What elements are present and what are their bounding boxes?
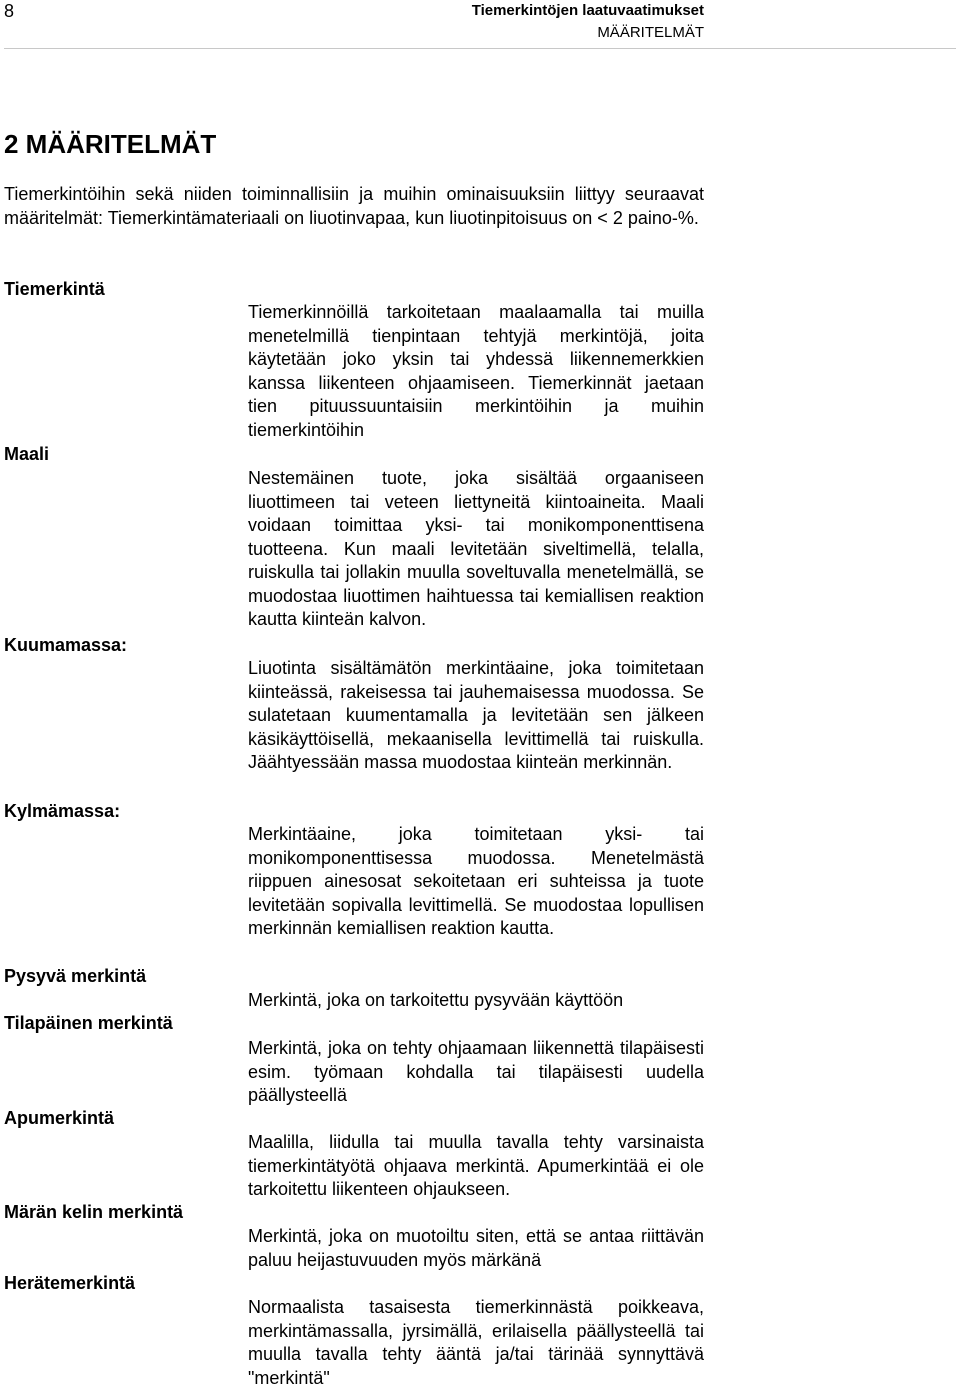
term-maran-kelin-merkinta: Märän kelin merkintä — [4, 1202, 184, 1222]
header-rule — [4, 48, 956, 49]
term-kuumamassa: Kuumamassa: — [4, 635, 128, 655]
definition-tilapainen-merkinta: Merkintä, joka on tehty ohjaamaan liikennettä tilapäisesti esim. työmaan kohdalla tai tilapäisesti uudella päällysteellä — [248, 1038, 704, 1105]
term-tiemerkinta: Tiemerkintä — [4, 279, 105, 299]
page-number: 8 — [4, 1, 15, 21]
definition-kylmamassa: Merkintäaine, joka toimitetaan yksi- tai monikomponenttisessa muodossa. Menetelmästä riippuen ainesosat sekoitetaan eri suhteissa ja tuote levitetään sopivalla levittimellä. Se muodostaa lopullisen merkinnän kemiallisen reaktion kautta. — [248, 824, 704, 938]
term-apumerkinta: Apumerkintä — [4, 1108, 115, 1128]
running-header-subtitle: MÄÄRITELMÄT — [597, 24, 704, 41]
definition-maran-kelin-merkinta: Merkintä, joka on muotoiltu siten, että se antaa riittävän paluu heijastuvuuden myös märkänä — [248, 1226, 704, 1270]
term-pysyva-merkinta: Pysyvä merkintä — [4, 966, 147, 986]
definition-apumerkinta: Maalilla, liidulla tai muulla tavalla tehty varsinaista tiemerkintätyötä ohjaava merkintä. Apumerkintää ei ole tarkoitettu liikenteen ohjaukseen. — [248, 1132, 704, 1199]
definition-pysyva-merkinta: Merkintä, joka on tarkoitettu pysyvään käyttöön — [248, 990, 624, 1010]
term-maali: Maali — [4, 444, 50, 464]
section-title: 2 MÄÄRITELMÄT — [4, 129, 217, 159]
term-tilapainen-merkinta: Tilapäinen merkintä — [4, 1013, 173, 1033]
definition-heratemerkinta: Normaalista tasaisesta tiemerkinnästä poikkeava, merkintämassalla, jyrsimällä, erilaisella päällysteellä tai muulla tavalla tehty ääntä ja/tai tärinää synnyttävä "merkintä" — [248, 1297, 704, 1388]
definition-kuumamassa: Liuotinta sisältämätön merkintäaine, joka toimitetaan kiinteässä, rakeisessa tai jauhemaisessa muodossa. Se sulatetaan kuumentamalla ja levitetään sen jälkeen käsikäyttöisellä, mekaanisella levittimellä tai ruiskulla. Jäähtyessään massa muodostaa kiinteän merkinnän. — [248, 658, 704, 772]
running-header-title: Tiemerkintöjen laatuvaatimukset — [471, 2, 704, 19]
term-heratemerkinta: Herätemerkintä — [4, 1273, 136, 1293]
definition-tiemerkinta: Tiemerkinnöillä tarkoitetaan maalaamalla tai muilla menetelmillä tienpintaan tehtyjä merkintöjä, joita käytetään joko yksin tai yhdessä liikennemerkkien kanssa liikenteen ohjaamiseen. Tiemerkinnät jaetaan tien pituussuuntaisiin merkintöihin ja muihin tiemerkintöihin — [248, 302, 704, 440]
term-kylmamassa: Kylmämassa: — [4, 801, 121, 821]
definition-maali: Nestemäinen tuote, joka sisältää orgaaniseen liuottimeen tai veteen liettyneitä kiintoaineita. Maali voidaan toimittaa yksi- tai monikomponenttisena tuotteena. Kun maali levitetään siveltimellä, telalla, ruiskulla tai jollakin muulla soveltuvalla menetelmällä, se muodostaa liuottimen haihtuessa tai kemiallisen reaktion kautta kiinteän kalvon. — [248, 468, 704, 629]
running-header — [472, 0, 704, 44]
section-intro: Tiemerkintöihin sekä niiden toiminnallisiin ja muihin ominaisuuksiin liittyy seuraavat määritelmät: Tiemerkintämateriaali on liuotinvapaa, kun liuotinpitoisuus on < 2 paino-%. — [4, 184, 704, 228]
